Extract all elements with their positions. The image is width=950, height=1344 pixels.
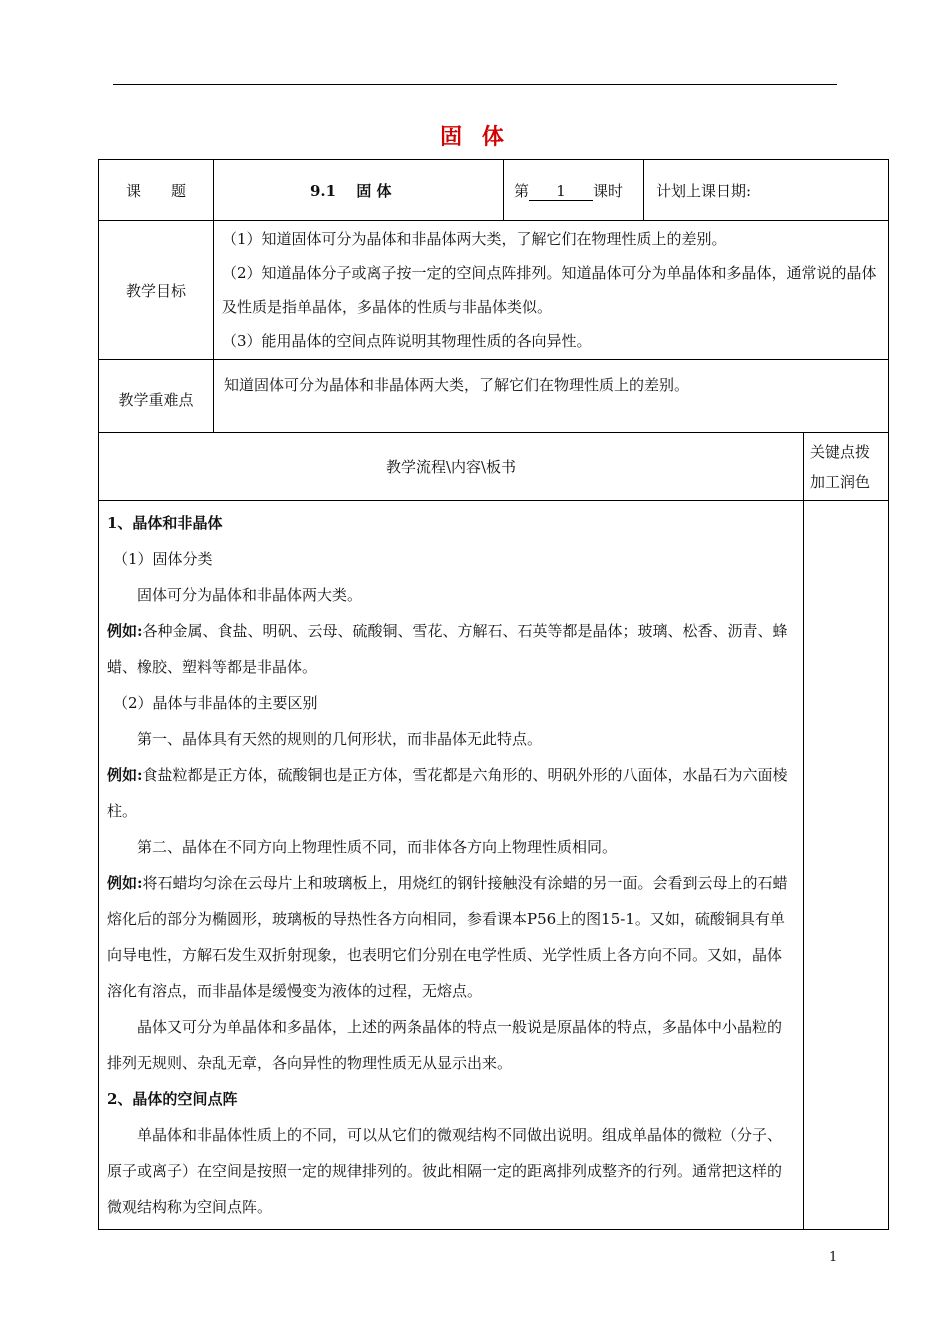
content-row xyxy=(99,501,889,1230)
objective-item: （3）能用晶体的空间点阵说明其物理性质的各向异性。 xyxy=(222,332,592,350)
period-cell: 第 1 课时 xyxy=(504,160,644,221)
paragraph: 第一、晶体具有天然的规则的几何形状，而非晶体无此特点。 xyxy=(137,730,543,748)
page-title: 固 体 xyxy=(440,124,510,150)
objective-item: （1）知道固体可分为晶体和非晶体两大类，了解它们在物理性质上的差别。 xyxy=(222,230,727,248)
lesson-plan-table xyxy=(98,159,889,1230)
keypoints-label: 教学重难点 xyxy=(99,360,214,433)
subsection-heading: （2）晶体与非晶体的主要区别 xyxy=(113,694,318,712)
objective-item: （2）知道晶体分子或离子按一定的空间点阵排列。知道晶体可分为单晶体和多晶体，通常说的晶体及性质是指单晶体，多晶体的性质与非晶体类似。 xyxy=(222,264,877,316)
keypoints-row xyxy=(99,360,889,433)
period-number: 1 xyxy=(529,182,593,201)
section-heading: 1、晶体和非晶体 xyxy=(107,514,223,532)
paragraph: 单晶体和非晶体性质上的不同，可以从它们的微观结构不同做出说明。组成单晶体的微粒（分子、原子或离子）在空间是按照一定的规律排列的。彼此相隔一定的距离排列成整齐的行列。通常把这样的微观结构称为空间点阵。 xyxy=(107,1126,783,1216)
topic-label: 课 题 xyxy=(99,160,214,221)
flow-header: 教学流程\内容\板书 xyxy=(99,433,804,501)
example-paragraph: 例如:各种金属、食盐、明矾、云母、硫酸铜、雪花、方解石、石英等都是晶体；玻璃、松香、沥青、蜂蜡、橡胶、塑料等都是非晶体。 xyxy=(107,622,788,676)
planned-date-label: 计划上课日期: xyxy=(644,160,889,221)
paragraph: 固体可分为晶体和非晶体两大类。 xyxy=(137,586,363,604)
topic-value: 9.1 固 体 xyxy=(214,160,504,221)
key-notes-cell xyxy=(804,501,889,1230)
lesson-content xyxy=(99,501,804,1230)
objectives-row xyxy=(99,221,889,360)
example-paragraph: 例如:将石蜡均匀涂在云母片上和玻璃板上，用烧红的钢针接触没有涂蜡的另一面。会看到云母上的石蜡熔化后的部分为椭圆形，玻璃板的导热性各方向相同，参看课本P56上的图15-1。又如，硫酸铜具有单向导电性，方解石发生双折射现象，也表明它们分别在电学性质、光学性质上各方向不同。又如，晶体溶化有溶点，而非晶体是缓慢变为液体的过程，无熔点。 xyxy=(107,874,788,1000)
section-heading: 2、晶体的空间点阵 xyxy=(107,1090,238,1108)
subsection-heading: （1）固体分类 xyxy=(113,550,213,568)
paragraph: 第二、晶体在不同方向上物理性质不同，而非体各方向上物理性质相同。 xyxy=(137,838,618,856)
page-number: 1 xyxy=(829,1250,838,1265)
keypoints-content: 知道固体可分为晶体和非晶体两大类，了解它们在物理性质上的差别。 xyxy=(214,360,889,433)
key-notes-header: 关键点拨加工润色 xyxy=(804,433,889,501)
header-rule xyxy=(113,84,837,85)
flow-header-row xyxy=(99,433,889,501)
objectives-content xyxy=(214,221,889,360)
paragraph: 晶体又可分为单晶体和多晶体，上述的两条晶体的特点一般说是原晶体的特点，多晶体中小晶粒的排列无规则、杂乱无章，各向异性的物理性质无从显示出来。 xyxy=(107,1018,783,1072)
topic-row xyxy=(99,160,889,221)
objectives-label: 教学目标 xyxy=(99,221,214,360)
example-paragraph: 例如:食盐粒都是正方体，硫酸铜也是正方体，雪花都是六角形的、明矾外形的八面体，水晶石为六面棱柱。 xyxy=(107,766,788,820)
